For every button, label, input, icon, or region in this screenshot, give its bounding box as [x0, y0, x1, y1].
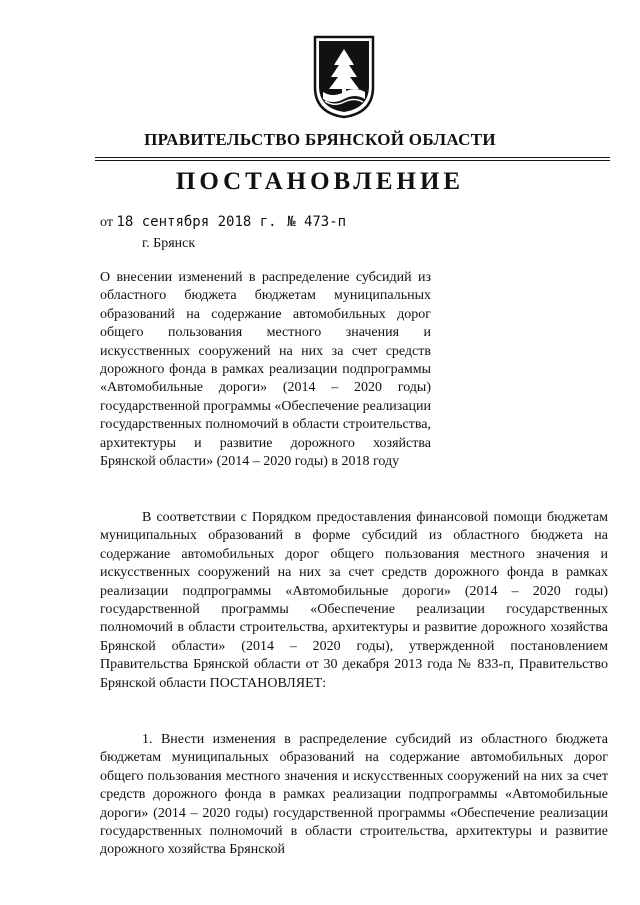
from-label: от: [100, 215, 113, 230]
document-date: 18 сентября 2018 г.: [116, 214, 277, 230]
document-city: г. Брянск: [142, 236, 196, 251]
government-name: ПРАВИТЕЛЬСТВО БРЯНСКОЙ ОБЛАСТИ: [144, 130, 496, 149]
header-rule: [95, 160, 610, 161]
document-number: № 473-п: [287, 214, 347, 230]
decree-word: ПОСТАНОВЛЯЕТ:: [209, 675, 327, 691]
coat-of-arms-icon: [313, 35, 375, 119]
clause-1: 1. Внести изменения в распределение субсидий из областного бюджета бюджетам муниципальных образований на содержание автомобильных дорог общего пользования местного значения и искусственных сооружений на них за счет средств дорожного фонда в рамках реализации подпрограммы «Автомобильные дороги» (2014 – 2020 годы) государственной программы «Обеспечение реализации государственных полномочий в области строительства, архитектуры и развитие дорожного хозяйства Брянской: [100, 732, 608, 858]
preamble-paragraph: [100, 509, 608, 693]
date-number-line: [100, 214, 346, 231]
preamble-text: В соответствии с Порядком предоставления финансовой помощи бюджетам муниципальных образований в форме субсидий из областного бюджета на содержание автомобильных дорог общего пользования местного значения и искусственных сооружений на них за счет средств дорожного фонда в рамках реализации подпрограммы «Автомобильные дороги» (2014 – 2020 годы) государственной программы «Обеспечение реализации государственных полномочий в области строительства, архитектуры и развитие дорожного хозяйства Брянской области» (2014 – 2020 годы), утвержденной постановлением Правительства Брянской области от 30 декабря 2013 года № 833-п, Правительство Брянской области: [100, 510, 608, 691]
document-subject: О внесении изменений в распределение субсидий из областного бюджета бюджетам муниципальных образований на содержание автомобильных дорог общего пользования местного значения и искусственных сооружений на них за счет средств дорожного фонда в рамках реализации подпрограммы «Автомобильные дороги» (2014 – 2020 годы) государственной программы «Обеспечение реализации государственных полномочий в области строительства, архитектуры и развитие дорожного хозяйства Брянской области» (2014 – 2020 годы) в 2018 году: [100, 270, 431, 470]
document-type-title: ПОСТАНОВЛЕНИЕ: [175, 168, 465, 195]
header-rule: [95, 157, 610, 158]
